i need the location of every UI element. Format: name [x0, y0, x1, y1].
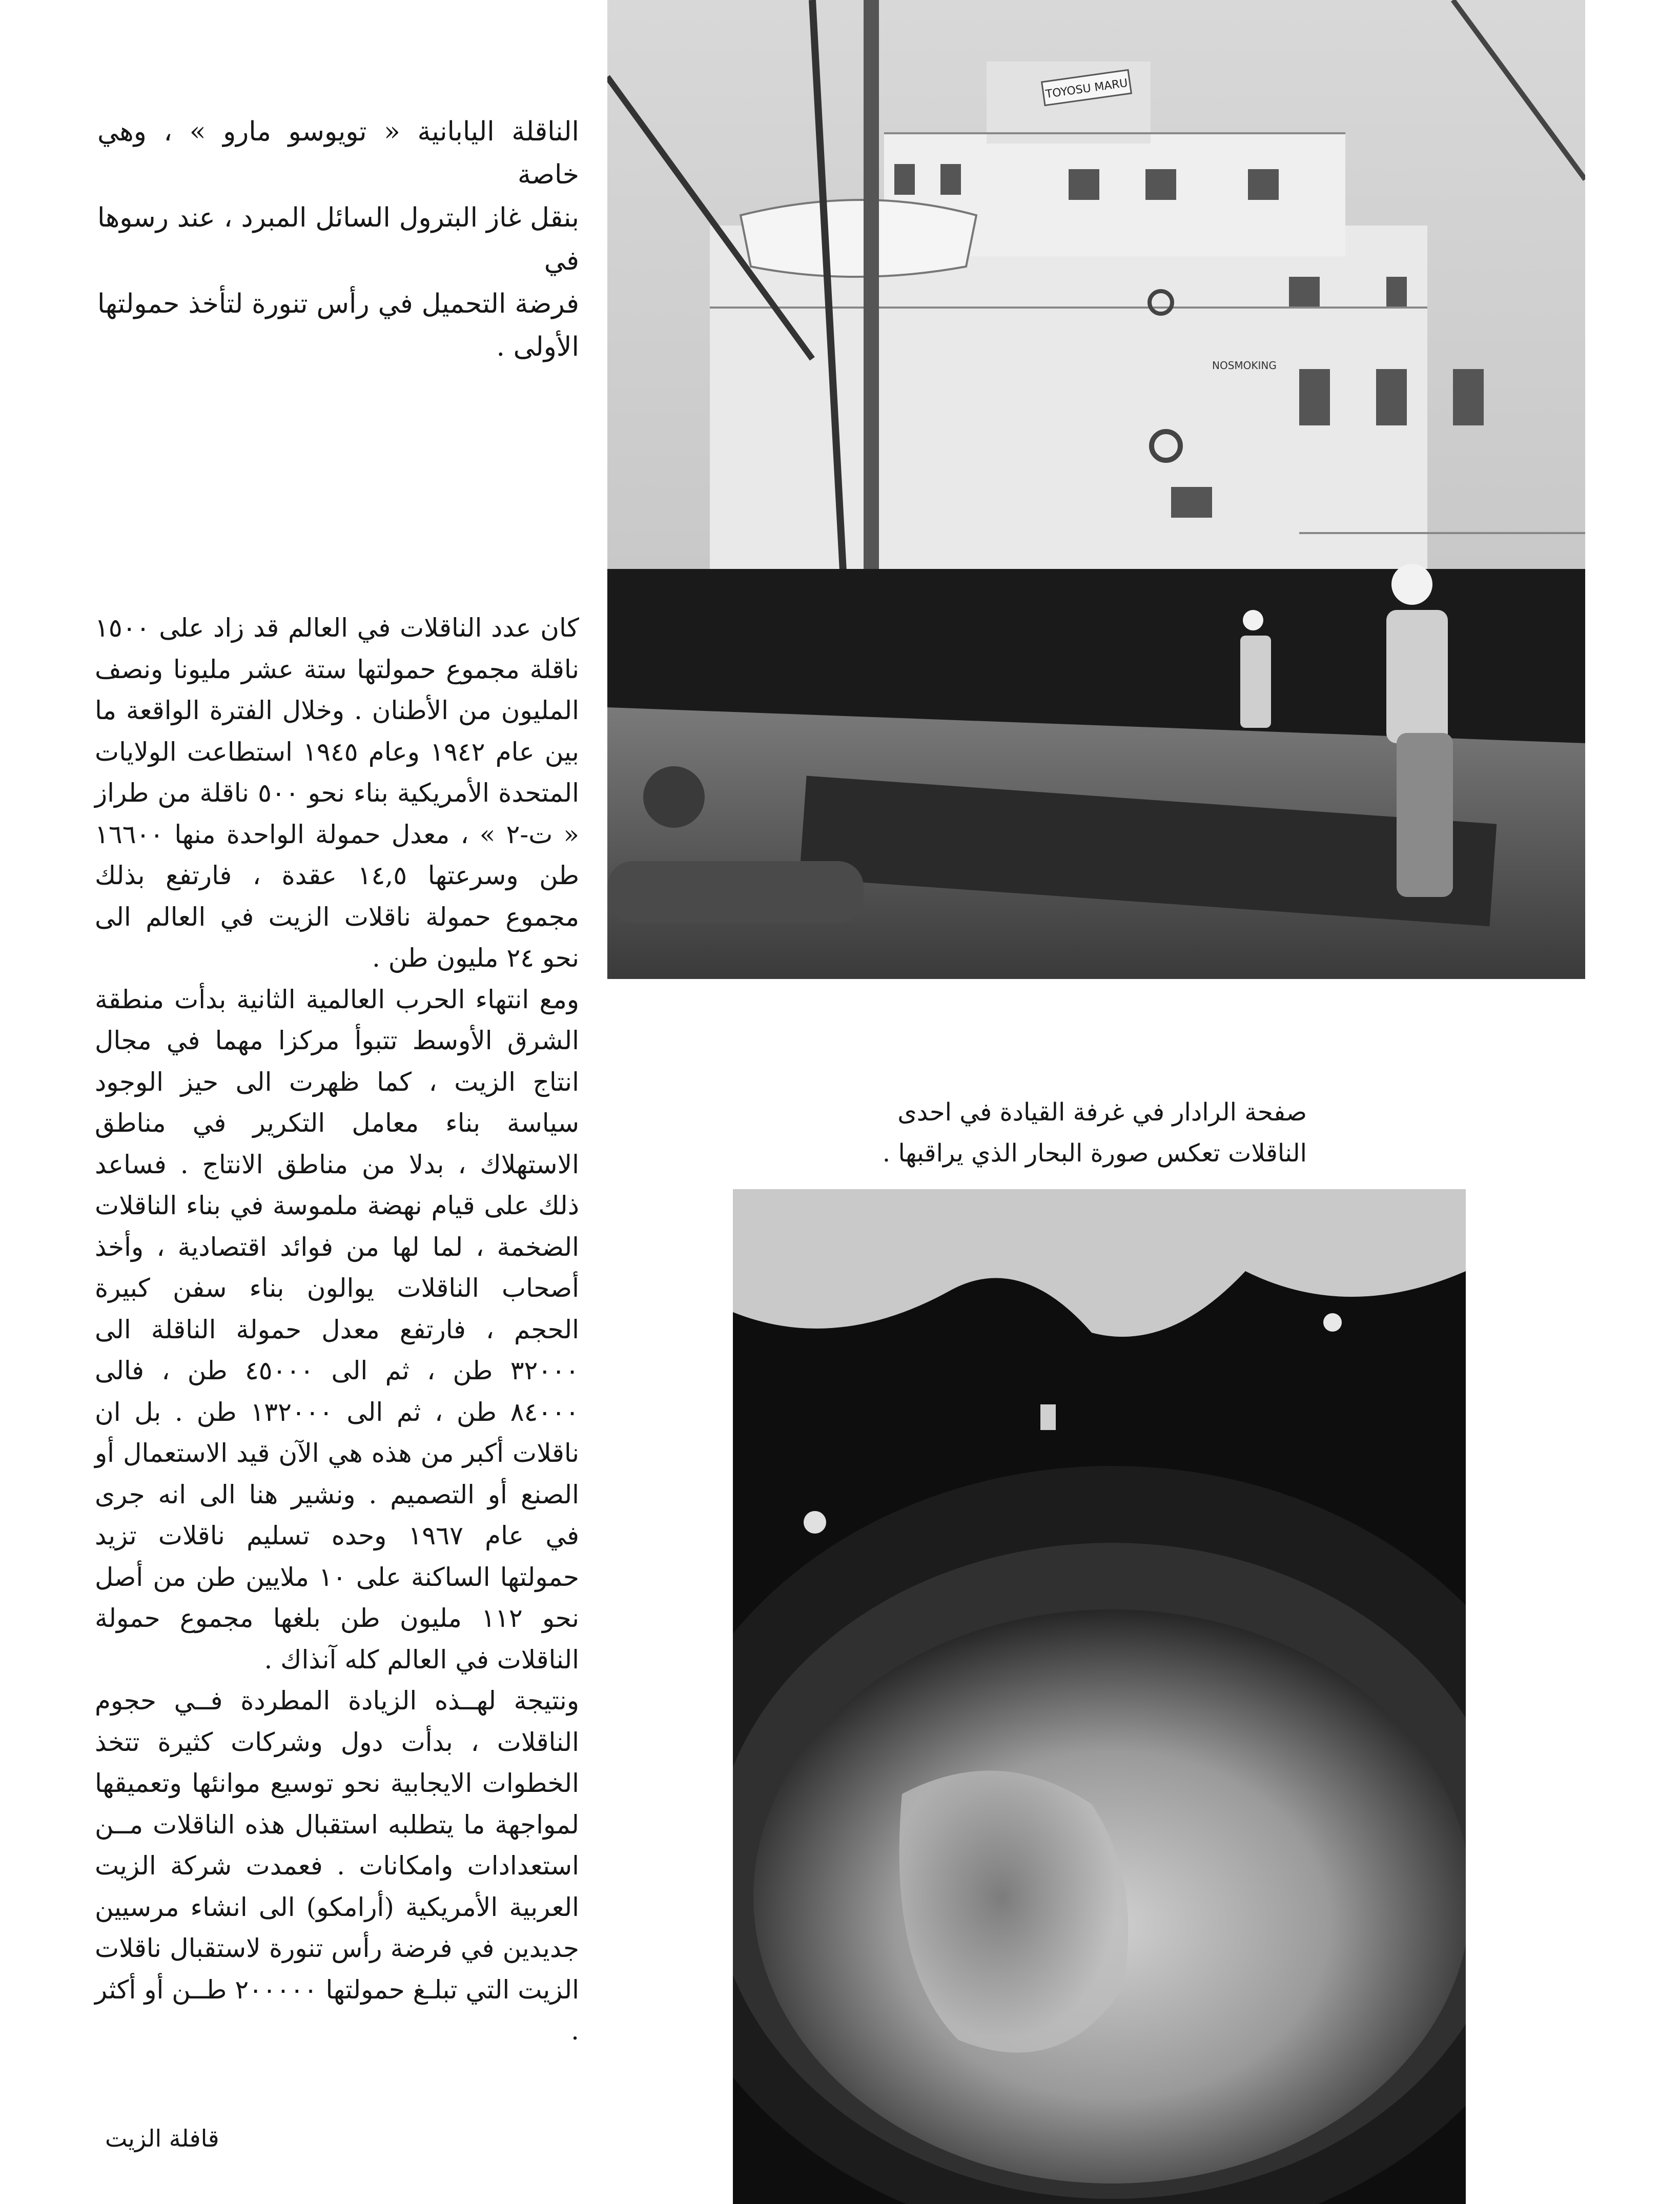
photo-caption-radar: [882, 1092, 1307, 1174]
article-paragraph: كان عدد الناقلات في العالم قد زاد على ١٥٠٠ ناقلة مجموع حمولتها ستة عشر مليونا ونصف المليون من الأطنان . وخلال الفترة الواقعة ما بين عام ١٩٤٢ وعام ١٩٤٥ استطاعت الولايات المتحدة الأمريكية بناء نحو ٥٠٠ ناقلة من طراز « ت-٢ » ، معدل حمولة الواحدة منها ١٦٦٠٠ طن وسرعتها ١٤,٥ عقدة ، فارتفع بذلك مجموع حمولة ناقلات الزيت في العالم الى نحو ٢٤ مليون طن .: [95, 613, 579, 973]
tanker-ship-photo: [607, 0, 1585, 979]
radar-screen-photo: [733, 1189, 1466, 2204]
ship-name-board: TOYOSU MARU: [1044, 76, 1129, 101]
article-body: [95, 607, 579, 2052]
caption-line: صفحة الرادار في غرفة القيادة في احدى: [897, 1098, 1307, 1127]
article-paragraph: ونتيجة لهــذه الزيادة المطردة فــي حجوم الناقلات ، بدأت دول وشركات كثيرة تتخذ الخطوات الايجابية نحو توسيع موانئها وتعميقها لمواجهة ما يتطلبه استقبال هذه الناقلات مــن استعدادات وامكانات . فعمدت شركة الزيت العربية الأمريكية (أرامكو) الى انشاء مرسيين جديدين في فرضة رأس تنورة لاستقبال ناقلات الزيت التي تبلـغ حمولتها ٢٠٠٠٠٠ طــن أو أكثر .: [95, 1686, 579, 2046]
no-smoking-sign: NOSMOKING: [1212, 359, 1277, 372]
caption-line: الناقلات تعكس صورة البحار الذي يراقبها .: [882, 1139, 1307, 1168]
photo-caption-ship: [97, 110, 579, 369]
caption-line: فرضة التحميل في رأس تنورة لتأخذ حمولتها الأولى .: [97, 289, 579, 362]
magazine-footer: قافلة الزيت: [105, 2125, 219, 2152]
caption-line: بنقل غاز البترول السائل المبرد ، عند رسوها في: [97, 202, 579, 276]
article-paragraph: ومع انتهاء الحرب العالمية الثانية بدأت منطقة الشرق الأوسط تتبوأ مركزا مهما في مجال انتاج الزيت ، كما ظهرت الى حيز الوجود سياسة بناء معامل التكرير في مناطق الاستهلاك ، بدلا من مناطق الانتاج . فساعد ذلك على قيام نهضة ملموسة في بناء الناقلات الضخمة ، لما لها من فوائد اقتصادية ، وأخذ أصحاب الناقلات يوالون بناء سفن كبيرة الحجم ، فارتفع معدل حمولة الناقلة الى ٣٢٠٠٠ طن ، ثم الى ٤٥٠٠٠ طن ، فالى ٨٤٠٠٠ طن ، ثم الى ١٣٢٠٠٠ طن . بل ان ناقلات أكبر من هذه هي الآن قيد الاستعمال أو الصنع أو التصميم . ونشير هنا الى انه جرى في عام ١٩٦٧ وحده تسليم ناقلات تزيد حمولتها الساكنة على ١٠ ملايين طن من أصل نحو ١١٢ مليون طن بلغها مجموع حمولة الناقلات في العالم كله آنذاك .: [95, 984, 580, 1675]
caption-line: الناقلة اليابانية « تويوسو مارو » ، وهي خاصة: [97, 116, 579, 190]
